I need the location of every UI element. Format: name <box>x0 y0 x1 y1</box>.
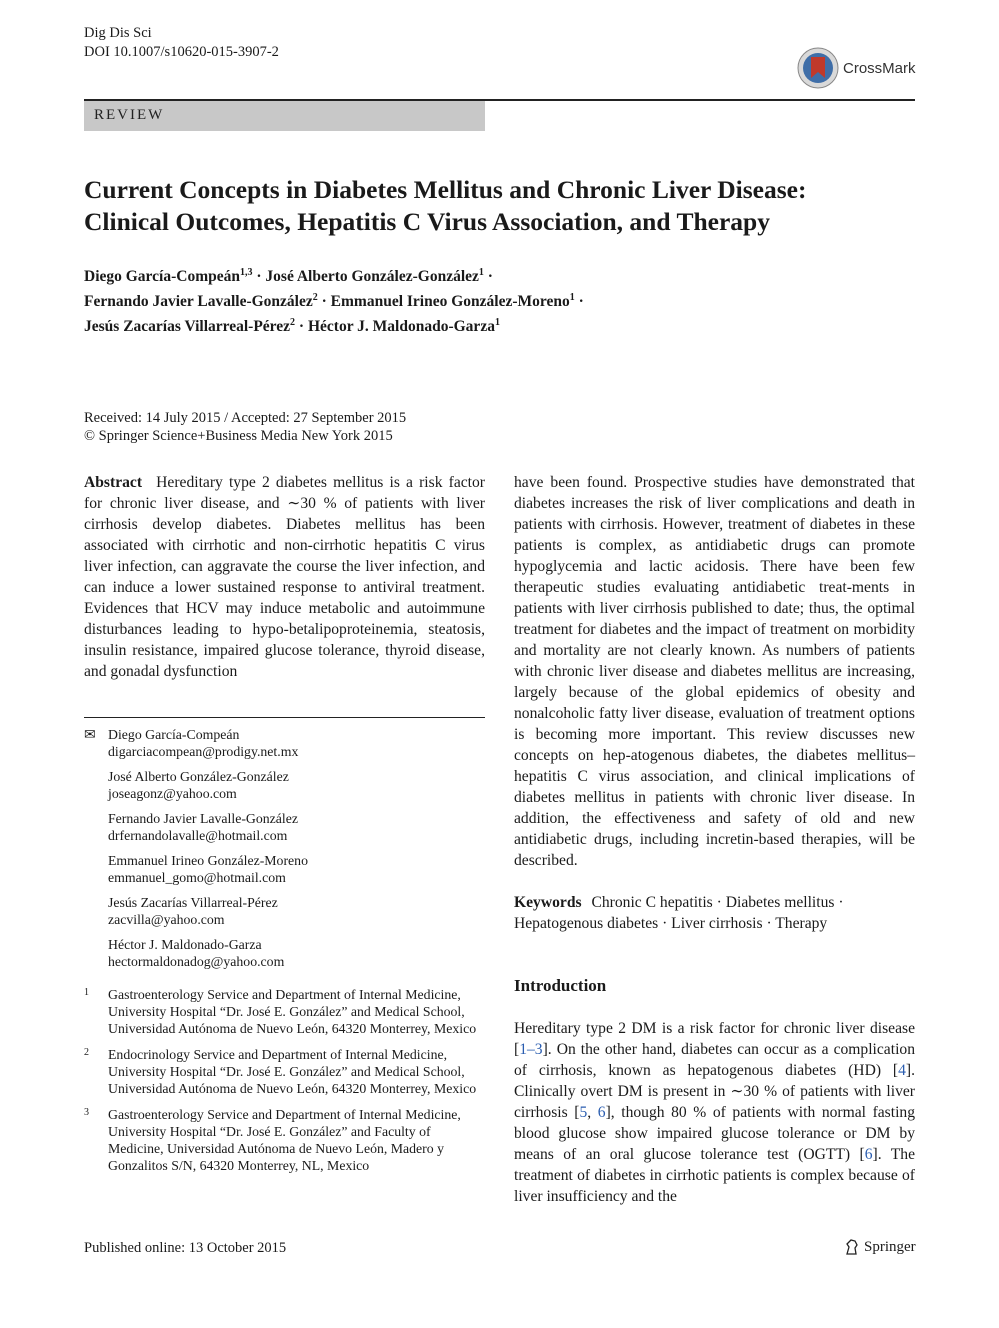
author-name[interactable]: Emmanuel Irineo González-Moreno <box>330 293 570 311</box>
introduction-heading: Introduction <box>514 976 607 995</box>
author-sup: 2 <box>312 292 318 304</box>
affiliation-text: Gastroenterology Service and Department of Internal Medicine, University Hospital “Dr. José E. González” and Medical School, Universidad Autónoma de Nuevo León, 64320 Monterrey, Mexico <box>108 987 477 1036</box>
author-separator: · <box>483 268 493 286</box>
author-name[interactable]: Jesús Zacarías Villarreal-Pérez <box>84 318 291 336</box>
abstract-text-right: have been found. Prospective studies have demonstrated that diabetes increases the risk of liver complications and death in patients with cirrhosis. However, treatment of diabetes in these patients is complex, as antidiabetic drugs can promote hypoglycemia and lactic acidosis. There have been few therapeutic studies evaluating antidiabetic treat-ments in patients with liver cirrhosis published to date; thus, the optimal treatment for diabetes and the impact of treatment on morbidity and mortality are not clearly known. As numbers of patients with chronic liver disease and diabetes mellitus are increasing, largely because of the global epidemics of obesity and nonalcoholic fatty liver disease, evaluation of treatment options is becoming more important. This review discusses new concepts on hep-atogenous diabetes, the diabetes mellitus–hepatitis C virus association, and clinical implications of diabetes mellitus in patients with chronic liver disease. In addition, the effectiveness and safety of old and new antidiabetic drugs, including incretin-based therapies, will be described. <box>514 474 915 869</box>
author-sup: 1 <box>494 317 500 329</box>
publisher-mark <box>844 1238 916 1256</box>
intro-text: ]. On the other hand, diabetes can occur as a complication of cirrhosis, known as hepatogenous diabetes (HD) [ <box>514 1041 915 1079</box>
citation-link[interactable]: 5 <box>579 1104 588 1121</box>
author-separator: · <box>317 293 331 311</box>
affiliation-text: Gastroenterology Service and Department of Internal Medicine, University Hospital “Dr. José E. González” and Faculty of Medicine, Universidad Autónoma de Nuevo León, Madero y Gonzalitos S/N, 64320 Monterrey, NL, Mexico <box>108 1107 461 1173</box>
copyright: © Springer Science+Business Media New York 2015 <box>84 428 393 444</box>
received-accepted: Received: 14 July 2015 / Accepted: 27 September 2015 <box>84 410 407 426</box>
section-bar <box>84 101 485 131</box>
contact-name: Emmanuel Irineo González-Moreno <box>108 853 308 868</box>
envelope-icon: ✉ <box>84 728 96 743</box>
introduction-text <box>514 1018 915 1207</box>
abstract-right <box>514 472 915 871</box>
keywords-text: Chronic C hepatitis · Diabetes mellitus · Hepatogenous diabetes · Liver cirrhosis · Therapy <box>514 894 844 932</box>
contact-entry <box>84 852 485 886</box>
contact-email[interactable]: emmanuel_gomo@hotmail.com <box>108 870 286 885</box>
contact-email[interactable]: hectormaldonadog@yahoo.com <box>108 954 285 969</box>
author-line-3 <box>84 312 914 337</box>
author-separator: · <box>574 293 584 311</box>
author-line-1 <box>84 262 914 287</box>
citation-link[interactable]: 6 <box>597 1104 606 1121</box>
author-line-2 <box>84 287 914 312</box>
affiliation-number: 2 <box>84 1047 89 1058</box>
author-name[interactable]: José Alberto González-González <box>265 268 479 286</box>
abstract-left <box>84 472 485 682</box>
author-name[interactable]: Diego García-Compeán <box>84 268 240 286</box>
author-sup: 1,3 <box>239 267 253 278</box>
affiliation-number: 1 <box>84 987 89 998</box>
affiliation-text: Endocrinology Service and Department of Internal Medicine, University Hospital “Dr. José E. González” and Medical School, Universidad Autónoma de Nuevo León, 64320 Monterrey, Mexico <box>108 1047 477 1096</box>
springer-horse-icon <box>844 1238 860 1256</box>
contact-email[interactable]: joseagonz@yahoo.com <box>108 786 237 801</box>
contact-entry <box>84 894 485 928</box>
intro-text: ]. Clinically overt DM is present in ∼30 % of patients with liver cirrhosis [ <box>514 1062 915 1121</box>
contact-name: Diego García-Compeán <box>108 727 240 742</box>
intro-text: Hereditary type 2 DM is a risk factor for chronic liver disease [ <box>514 1020 915 1058</box>
contact-name: Jesús Zacarías Villarreal-Pérez <box>108 895 278 910</box>
citation-link[interactable]: 1–3 <box>519 1041 543 1058</box>
author-separator: · <box>295 318 308 336</box>
contact-entry <box>84 726 485 760</box>
intro-text: , <box>587 1104 598 1121</box>
contact-email[interactable]: digarciacompean@prodigy.net.mx <box>108 744 299 759</box>
article-title <box>84 174 924 238</box>
affiliation-entry <box>84 986 485 1037</box>
publisher-name: Springer <box>864 1238 916 1255</box>
published-online: Published online: 13 October 2015 <box>84 1240 287 1256</box>
crossmark-icon <box>797 47 839 89</box>
citation-link[interactable]: 4 <box>898 1062 906 1079</box>
journal-header <box>84 24 279 62</box>
contact-entry <box>84 810 485 844</box>
intro-text: ], though 80 % of patients with normal fasting blood glucose show impaired glucose tolerance or DM by means of an oral glucose tolerance test (OGTT) [ <box>514 1104 916 1163</box>
abstract-text-left: Hereditary type 2 diabetes mellitus is a risk factor for chronic liver disease, and ∼30 % of patients with liver cirrhosis develop diabetes. Diabetes mellitus has been associated with cirrhotic and non-cirrhotic hepatitis C virus liver infection, can aggravate the course the liver infection, and can induce a lower sustained response to antiviral treatment. Evidences that HCV may induce metabolic and autoimmune disturbances leading to hypo-betalipoproteinemia, steatosis, insulin resistance, impaired glucose tolerance, thyroid disease, and gonadal dysfunction <box>84 474 485 680</box>
crossmark-label: CrossMark <box>843 59 916 77</box>
contact-list <box>84 726 485 978</box>
author-name[interactable]: Héctor J. Maldonado-Garza <box>307 318 495 336</box>
journal-name: Dig Dis Sci <box>84 25 152 41</box>
contact-email[interactable]: drfernandolavalle@hotmail.com <box>108 828 288 843</box>
title-line-1: Current Concepts in Diabetes Mellitus and Chronic Liver Disease: <box>84 175 807 204</box>
contact-entry <box>84 768 485 802</box>
contact-name: Héctor J. Maldonado-Garza <box>108 937 262 952</box>
contact-name: José Alberto González-González <box>108 769 289 784</box>
affiliation-number: 3 <box>84 1107 89 1118</box>
footnote-rule <box>84 717 485 718</box>
contact-email[interactable]: zacvilla@yahoo.com <box>108 912 225 927</box>
title-line-2: Clinical Outcomes, Hepatitis C Virus Association, and Therapy <box>84 207 770 236</box>
section-label: REVIEW <box>94 107 165 123</box>
keywords-label: Keywords <box>514 894 582 911</box>
affiliation-entry <box>84 1046 485 1097</box>
contact-entry <box>84 936 485 970</box>
abstract-label: Abstract <box>84 474 143 491</box>
article-dates <box>84 409 406 445</box>
affiliation-entry <box>84 1106 485 1174</box>
author-sup: 2 <box>290 317 296 329</box>
doi[interactable]: DOI 10.1007/s10620-015-3907-2 <box>84 44 279 60</box>
affiliation-list <box>84 986 485 1183</box>
keywords <box>514 892 915 934</box>
author-list <box>84 262 914 337</box>
crossmark-badge[interactable] <box>797 47 916 89</box>
author-sup: 1 <box>478 267 484 278</box>
citation-link[interactable]: 6 <box>864 1146 873 1163</box>
author-separator: · <box>252 268 266 286</box>
author-sup: 1 <box>569 292 575 304</box>
intro-text: ]. The treatment of diabetes in cirrhotic patients is complex because of liver insufficiency and the <box>514 1146 916 1205</box>
contact-name: Fernando Javier Lavalle-González <box>108 811 298 826</box>
author-name[interactable]: Fernando Javier Lavalle-González <box>84 293 313 311</box>
